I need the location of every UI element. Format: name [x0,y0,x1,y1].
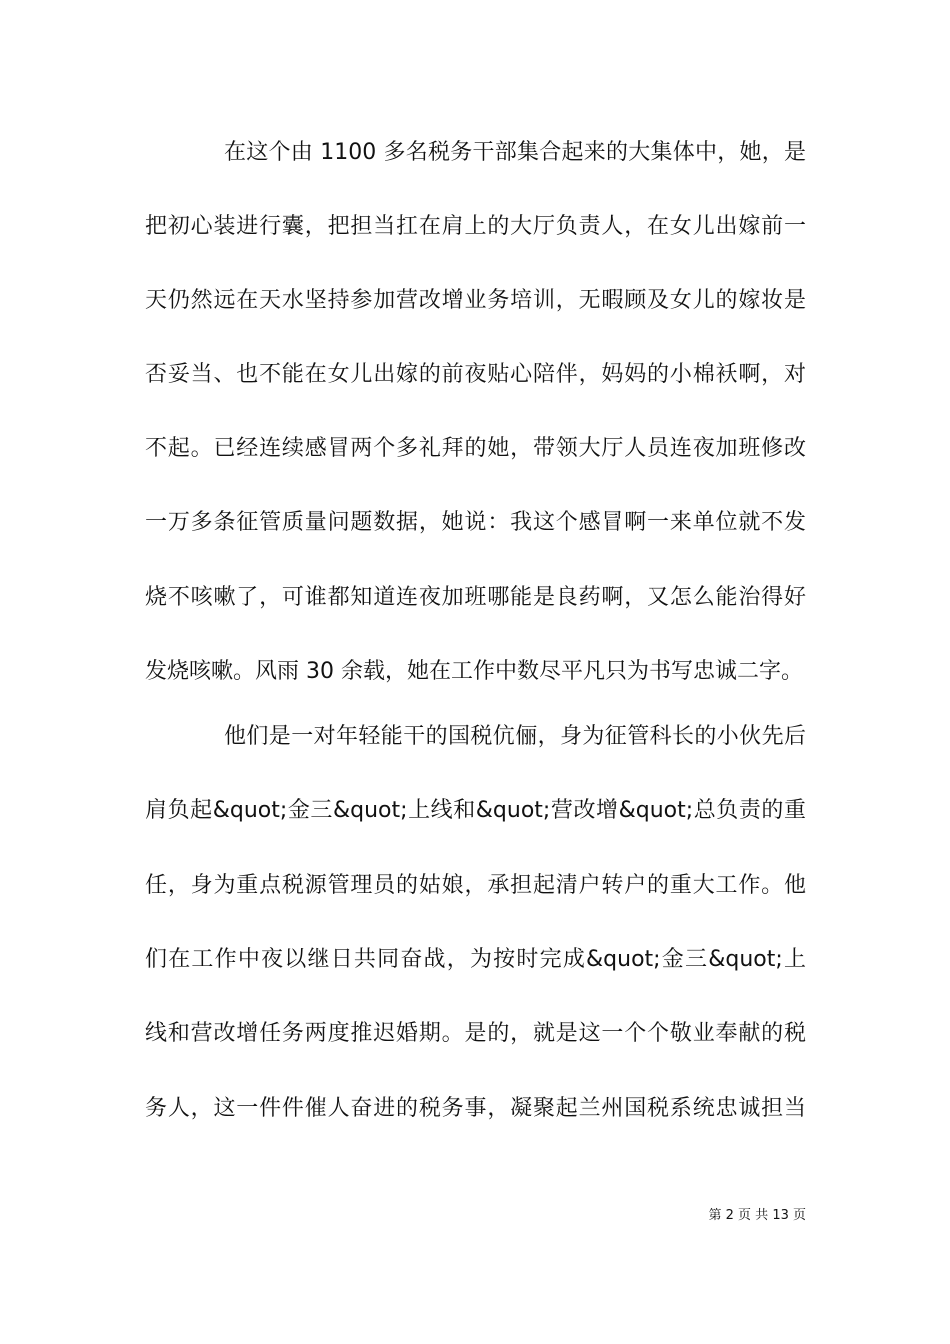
paragraph-line: 发烧咳嗽。风雨 30 余载，她在工作中数尽平凡只为书写忠诚二字。 [145,659,803,684]
page-number: 第 2 页 共 13 页 [708,1208,806,1223]
paragraph-line: 天仍然远在天水坚持参加营改增业务培训，无暇顾及女儿的嫁妆是 [145,288,806,313]
paragraph-line: 们在工作中夜以继日共同奋战，为按时完成&quot;金三&quot;上 [145,947,806,972]
paragraph-line: 他们是一对年轻能干的国税伉俪，身为征管科长的小伙先后 [224,724,806,749]
paragraph-line: 务人，这一件件催人奋进的税务事，凝聚起兰州国税系统忠诚担当 [145,1096,806,1121]
paragraph-line: 不起。已经连续感冒两个多礼拜的她，带领大厅人员连夜加班修改 [145,436,806,461]
paragraph-line: 把初心装进行囊，把担当扛在肩上的大厅负责人，在女儿出嫁前一 [145,214,806,239]
paragraph-line: 线和营改增任务两度推迟婚期。是的，就是这一个个敬业奉献的税 [145,1021,806,1046]
paragraph-line: 一万多条征管质量问题数据，她说：我这个感冒啊一来单位就不发 [145,510,806,535]
paragraph-line: 在这个由 1100 多名税务干部集合起来的大集体中，她，是 [224,140,806,165]
paragraph-line: 烧不咳嗽了，可谁都知道连夜加班哪能是良药啊，又怎么能治得好 [145,585,806,610]
paragraph-line: 任，身为重点税源管理员的姑娘，承担起清户转户的重大工作。他 [145,873,806,898]
paragraph-line: 肩负起&quot;金三&quot;上线和&quot;营改增&quot;总负责的重 [145,798,806,823]
paragraph-line: 否妥当、也不能在女儿出嫁的前夜贴心陪伴，妈妈的小棉袄啊，对 [145,362,806,387]
